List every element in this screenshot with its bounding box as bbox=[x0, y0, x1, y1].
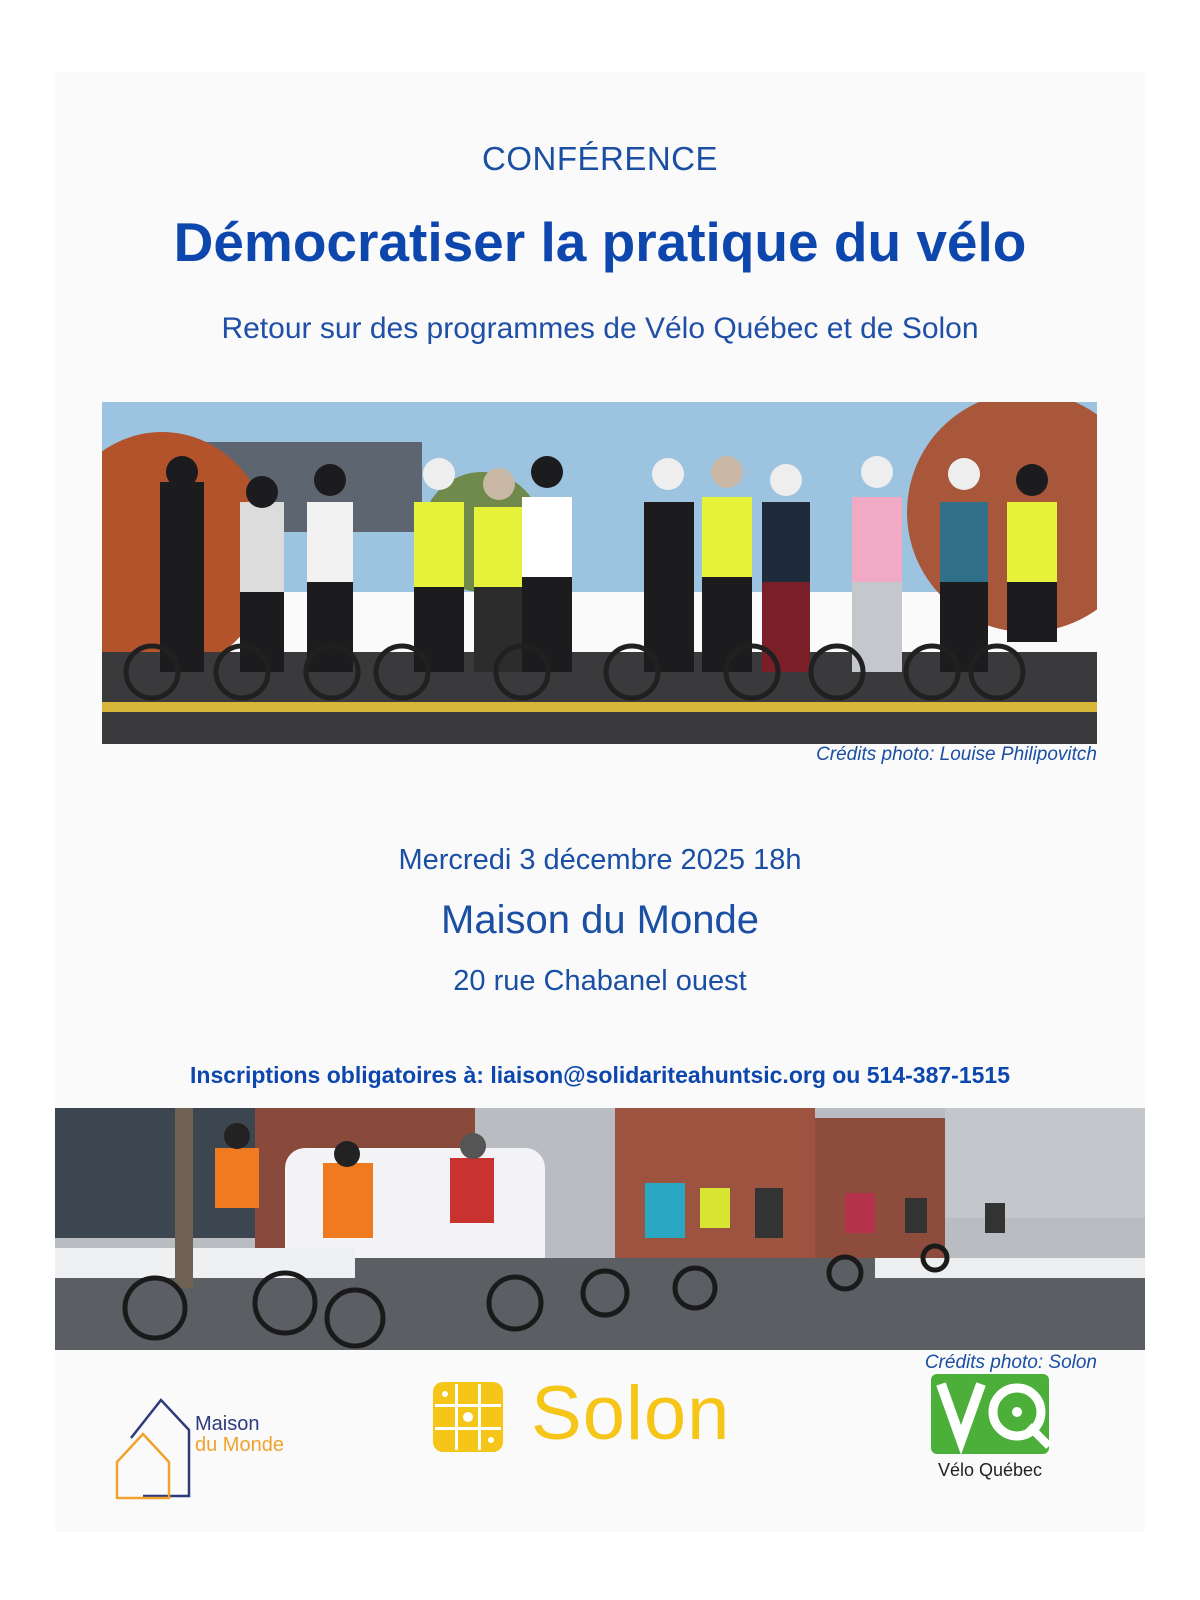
vq-mark-icon bbox=[925, 1370, 1055, 1458]
photo2-credit: Crédits photo: Solon bbox=[924, 1352, 1097, 1373]
velo-quebec-logo bbox=[925, 1370, 1055, 1486]
solon-logo-text: Solon bbox=[531, 1371, 731, 1456]
event-venue: Maison du Monde bbox=[441, 898, 759, 942]
house-icon bbox=[113, 1390, 193, 1502]
page-title: Démocratiser la pratique du vélo bbox=[173, 211, 1027, 273]
event-type-label: CONFÉRENCE bbox=[481, 140, 719, 177]
poster bbox=[55, 72, 1145, 1532]
group-cyclists-photo bbox=[102, 402, 1097, 744]
mdm-logo-line1: Maison bbox=[195, 1413, 260, 1435]
maison-du-monde-logo bbox=[113, 1390, 303, 1502]
event-date: Mercredi 3 décembre 2025 18h bbox=[398, 844, 802, 876]
vq-logo-caption: Vélo Québec bbox=[937, 1460, 1043, 1480]
event-address: 20 rue Chabanel ouest bbox=[453, 965, 747, 997]
mdm-logo-line2: du Monde bbox=[195, 1434, 284, 1456]
winter-cyclists-photo bbox=[55, 1108, 1145, 1350]
solon-grid-icon bbox=[433, 1382, 503, 1452]
photo1-credit: Crédits photo: Louise Philipovitch bbox=[816, 744, 1097, 765]
registration-info: Inscriptions obligatoires à: liaison@solidariteahuntsic.org ou 514-387-1515 bbox=[190, 1062, 1010, 1088]
solon-logo bbox=[433, 1372, 773, 1462]
page-subtitle: Retour sur des programmes de Vélo Québec et de Solon bbox=[221, 312, 979, 345]
